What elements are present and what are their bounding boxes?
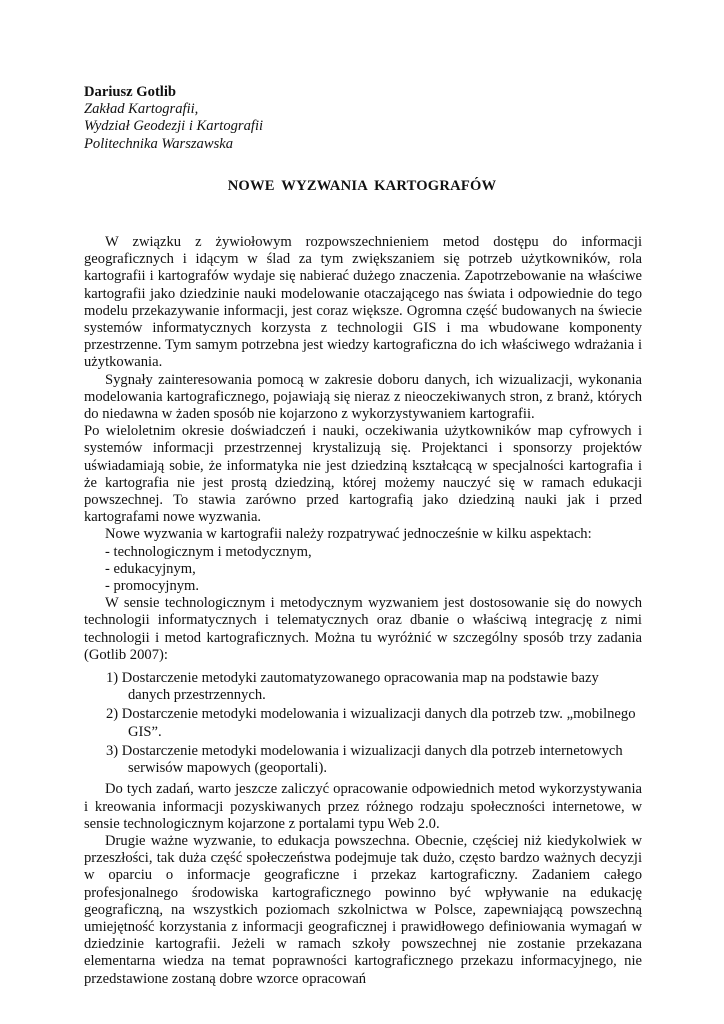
author-block: [84, 84, 642, 153]
aspects-list: [84, 544, 642, 596]
paragraph-4: Nowe wyzwania w kartografii należy rozpatrywać jednocześnie w kilku aspektach:: [105, 526, 592, 543]
author-department: Zakład Kartografii,: [84, 101, 199, 118]
author-name: Dariusz Gotlib: [84, 84, 177, 100]
author-faculty: Wydział Geodezji i Kartografii: [84, 118, 264, 135]
list-item: 3) Dostarczenie metodyki modelowania i wizualizacji danych dla potrzeb internetowych serwisów mapowych (geoportali).: [106, 742, 623, 777]
document-body: [84, 234, 642, 988]
list-item: - promocyjnym.: [105, 578, 200, 595]
document-title: NOWE WYZWANIA KARTOGRAFÓW: [227, 178, 497, 194]
paragraph-2: Sygnały zainteresowania pomocą w zakresie doboru danych, ich wizualizacji, wykonania modelowania kartograficznego, pojawiają się nieraz z nieoczekiwanych stron, z branż, których do niedawna w żaden sposób nie kojarzono z wykorzystywaniem kartografii.: [84, 371, 642, 423]
list-item: 1) Dostarczenie metodyki zautomatyzowanego opracowania map na podstawie bazy danych przestrzennych.: [106, 670, 599, 704]
paragraph-3: Po wieloletnim okresie doświadczeń i nauki, oczekiwania użytkowników map cyfrowych i systemów informacji przestrzennej krystalizują się. Projektanci i sponsorzy projektów uświadamiają sobie, że informatyka nie jest dziedziną kształcącą w specjalności kartografia i że kartografia nie jest prostą dziedziną, której możemy nauczyć się w ramach edukacji powszechnej. To stawia zarówno przed kartografią jako dziedziną nauki jak i przed kartografami nowe wyzwania.: [84, 423, 642, 526]
paragraph-6: Do tych zadań, warto jeszcze zaliczyć opracowanie odpowiednich metod wykorzystywania i kreowania informacji pozyskiwanych przez różnego rodzaju społeczności internetowe, w sensie technologicznym kojarzone z portalami typu Web 2.0.: [84, 781, 642, 832]
paragraph-5: W sensie technologicznym i metodycznym wyzwaniem jest dostosowanie się do nowych technologii informatycznych i telematycznych oraz dbanie o właściwą integrację z nimi technologii i metod kartograficznych. Można tu wyróżnić w szczególny sposób trzy zadania (Gotlib 2007):: [84, 595, 642, 663]
author-university: Politechnika Warszawska: [84, 135, 234, 152]
tasks-list: [84, 670, 642, 777]
paragraph-1: W związku z żywiołowym rozpowszechnieniem metod dostępu do informacji geograficznych i idącym w ślad za tym zwiększaniem się potrzeb użytkowników, rola kartografii i kartografów wydaje się nabierać dużego znaczenia. Zapotrzebowanie na właściwe kartografii jako dziedzinie nauki modelowanie otaczającego nas świata i odpowiednie do tego modelu przekazywanie informacji, jest coraz większe. Ogromna część budowanych na świecie systemów informatycznych korzysta z technologii GIS i ma wbudowane komponenty przestrzenne. Tym samym potrzebna jest wiedzy kartograficzna do ich właściwego wdrażania i użytkowania.: [84, 234, 642, 371]
list-item: - edukacyjnym,: [105, 560, 196, 577]
paragraph-7: Drugie ważne wyzwanie, to edukacja powszechna. Obecnie, częściej niż kiedykolwiek w przeszłości, tak duża część społeczeństwa podejmuje tak dużo, często bardzo ważnych decyzji w oparciu o informacje geograficzne i przekaz kartograficzny. Zadaniem całego profesjonalnego środowiska kartograficznego powinno być wpływanie na edukację geograficzną, na wszystkich poziomach szkolnictwa w Polsce, zapewniającą powszechną umiejętność korzystania z informacji geograficznej i prawidłowego definiowania wymagań w dziedzinie kartografii. Jeżeli w ramach szkoły powszechnej nie zostanie przekazana elementarna wiedza na temat poprawności kartograficznego przekazu informacyjnego, nie przedstawione zostaną dobre wzorce opracowań: [84, 832, 642, 987]
list-item: 2) Dostarczenie metodyki modelowania i wizualizacji danych dla potrzeb tzw. „mobilnego GIS”.: [106, 706, 636, 740]
list-item: - technologicznym i metodycznym,: [105, 543, 312, 560]
